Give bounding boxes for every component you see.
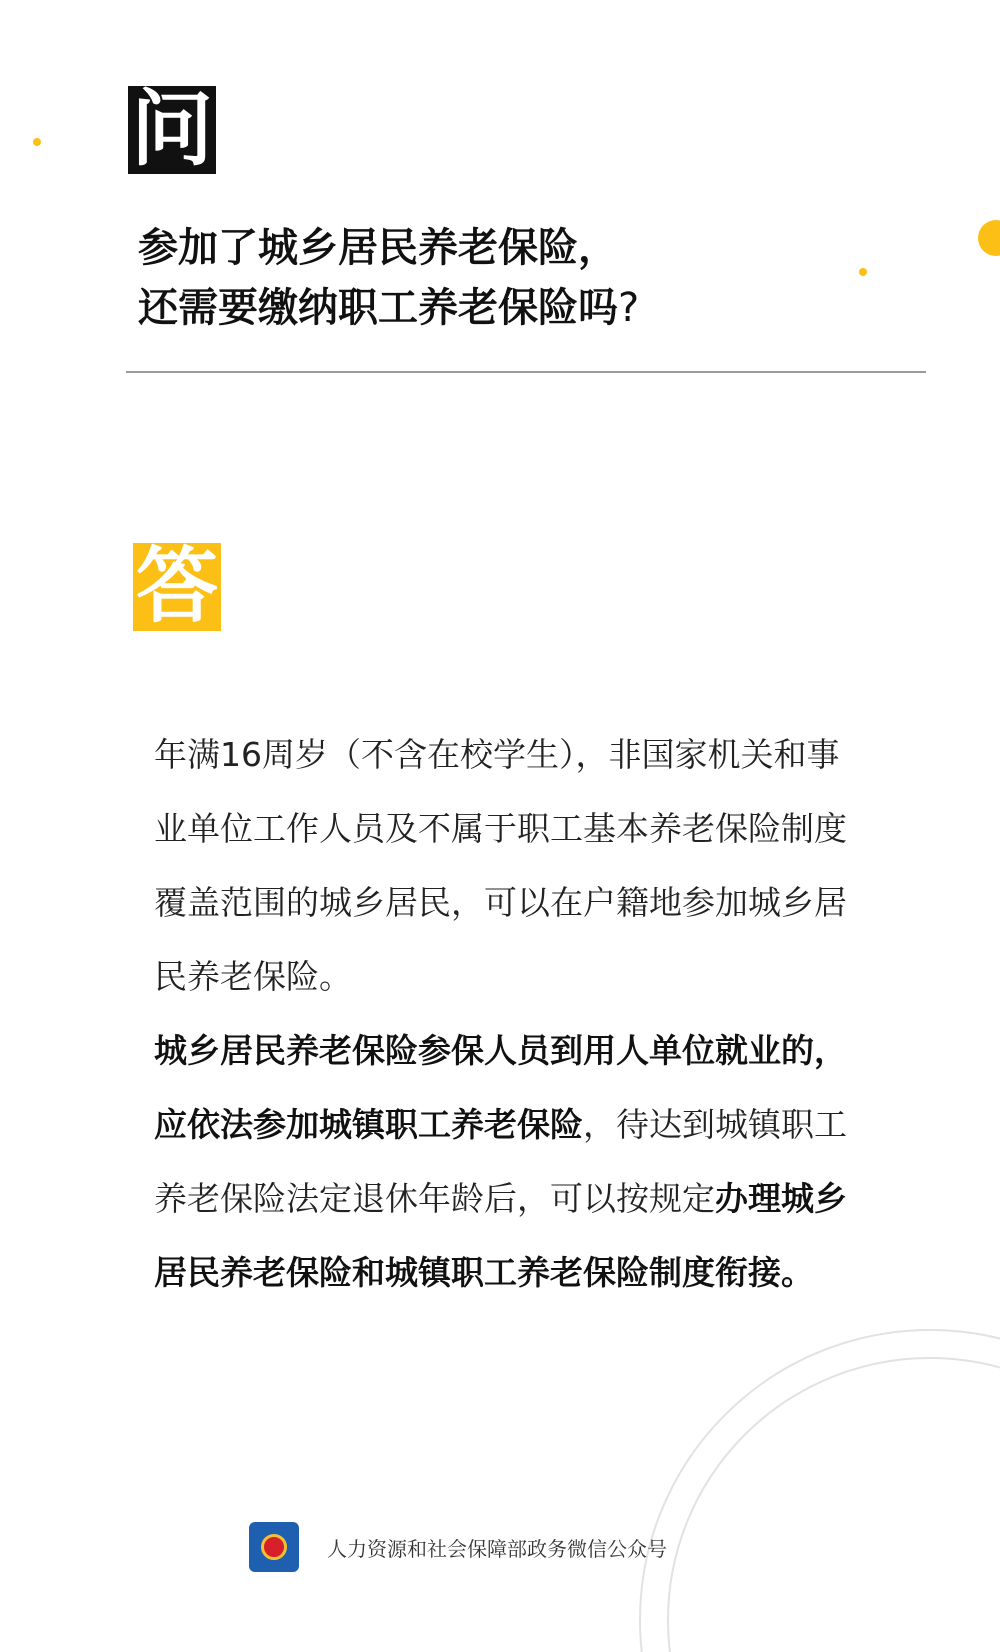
answer-paragraph-1: 年满16周岁（不含在校学生），非国家机关和事业单位工作人员及不属于职工基本养老保险制度覆盖范围的城乡居民，可以在户籍地参加城乡居民养老保险。 xyxy=(154,735,847,996)
answer-paragraph-2 xyxy=(154,1014,870,1310)
decor-dot-left xyxy=(33,138,41,146)
question-glyph-icon: 问 xyxy=(128,86,216,174)
question-title-line2: 还需要缴纳职工养老保险吗? xyxy=(138,285,640,331)
footer-text: 人力资源和社会保障部政务微信公众号 xyxy=(327,1536,667,1561)
question-mark: ? xyxy=(618,285,640,331)
answer-bold-1: 城乡居民养老保险参保人员到用人单位就业的，应依法参加城镇职工养老保险 xyxy=(154,1031,847,1144)
answer-glyph-icon: 答 xyxy=(133,543,221,631)
mohrss-emblem-icon xyxy=(249,1522,299,1572)
decor-dot-right-large xyxy=(978,220,1000,256)
question-title xyxy=(138,218,898,338)
answer-normal-1: ，待达到城镇职工养老保险法定退休年龄后，可以按规定 xyxy=(154,1105,847,1218)
answer-body xyxy=(154,718,870,1310)
footer xyxy=(249,1522,667,1572)
question-title-line1: 参加了城乡居民养老保险， xyxy=(138,225,618,271)
answer-bold-2: 办理城乡居民养老保险和城镇职工养老保险制度衔接。 xyxy=(154,1179,847,1292)
divider xyxy=(126,371,926,373)
